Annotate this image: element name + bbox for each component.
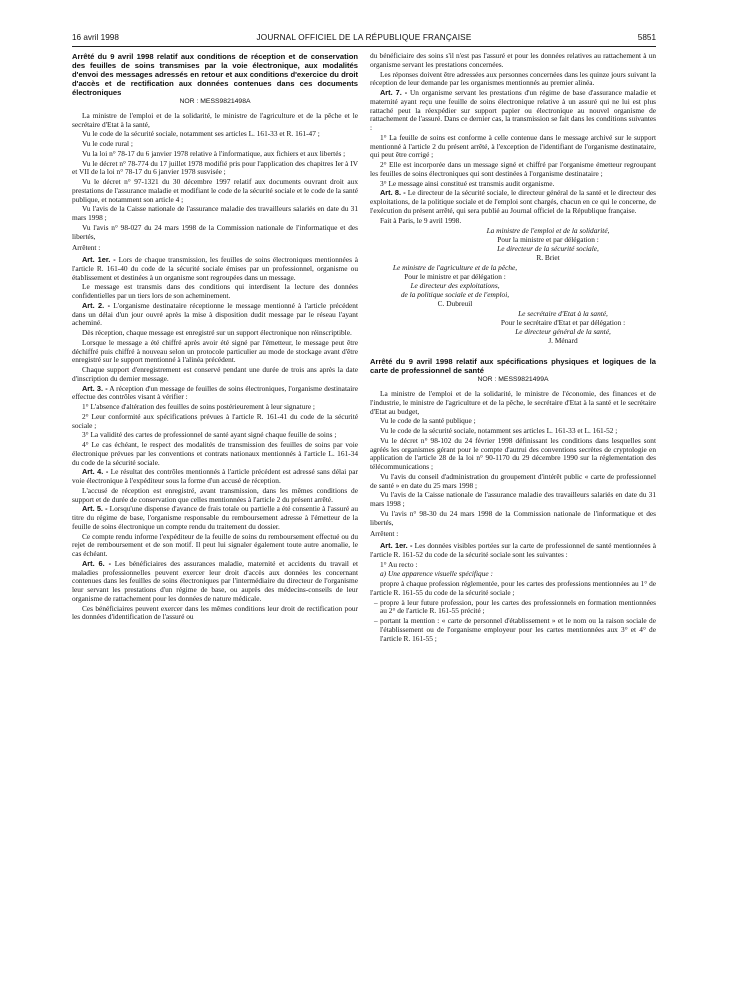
arrete1-done-at: Fait à Paris, le 9 avril 1998. [380, 215, 462, 225]
header-journal-title: JOURNAL OFFICIEL DE LA RÉPUBLIQUE FRANÇAISE [256, 33, 472, 42]
arrete1-article-7 [370, 89, 656, 133]
arrete1-article-7-item-2: 2° Elle est incorporée dans un message signé et chiffré par l'organisme émetteur regroupant les feuilles de soins électroniques qui sont destinées à l'organisme destinataire ; [370, 160, 656, 178]
signature-block-1 [370, 226, 656, 262]
arrete2-preamble-5: Vu l'avis du conseil d'administration du groupement d'intérêt public « carte de professionnel de santé » en date du 25 mars 1998 ; [370, 471, 656, 490]
arrete2-article-1 [370, 542, 656, 560]
page-header [72, 33, 656, 45]
article-text: Lorsqu'une dispense d'avance de frais totale ou partielle a été consentie à l'assuré au titre du régime de base, l'organisme responsable du remboursement adresse à l'émetteur de la feuille de soins électronique un compte rendu du traitement du dossier. [72, 504, 358, 531]
right-column [370, 52, 656, 644]
arrete1-preamble-4: Vu la loi n° 78-17 du 6 janvier 1978 relative à l'informatique, aux fichiers et aux libertés ; [82, 148, 346, 158]
arrete1-article-7-item-1: 1° La feuille de soins est conforme à celle contenue dans le message archivé sur le support mentionné à l'article 2 du présent arrêté, à l'exception de l'identifiant de l'organisme destinataire, qui peut être corrigé ; [370, 132, 656, 160]
arrete1-preamble-8: Vu l'avis n° 98-027 du 24 mars 1998 de la Commission nationale de l'informatique et des libertés, [72, 222, 358, 241]
arrete1-preamble-7: Vu l'avis de la Caisse nationale de l'assurance maladie des travailleurs salariés en date du 31 mars 1998 ; [72, 204, 358, 222]
arrete1-preamble-5: Vu le décret n° 78-774 du 17 juillet 1978 modifié pris pour l'application des chapitres Ier à IV et VII de la loi n° 78-17 du 6 janvier 1978 susvisée ; [72, 158, 358, 177]
arrete1-article-3-item-4: 4° Le cas échéant, le respect des modalités de transmission des feuilles de soins par voie électronique prévues par les conventions et contrats nationaux mentionnés à l'article L. 161-34 du code de la sécurité sociale. [72, 440, 358, 467]
arrete2-preamble-2: Vu le code de la santé publique ; [380, 416, 476, 426]
arrete1-article-2 [72, 302, 358, 328]
article-label: Art. 1er. - [380, 541, 413, 550]
header-page-number: 5851 [637, 33, 656, 42]
arrete1-article-5-p2: Ce compte rendu informe l'expéditeur de la feuille de soins du remboursement effectué ou du rejet de remboursement et de son motif. Il peut lui signaler également toute autre anomalie, le cas échéant. [72, 531, 358, 558]
signature-name: C. Dubreuil [437, 299, 473, 309]
signature-block-3 [370, 309, 656, 345]
arrete1-article-1 [72, 256, 358, 282]
arrete1-preamble-2: Vu le code de la sécurité sociale, notamment ses articles L. 161-33 et R. 161-47 ; [82, 129, 320, 139]
arrete2-preamble-6: Vu l'avis de la Caisse nationale de l'assurance maladie des travailleurs salariés en date du 31 mars 1998 ; [370, 490, 656, 508]
arrete2-dash-2: – portant la mention : « carte de personnel d'établissement » et le nom ou la raison sociale de l'établissement ou de l'organisme employeur pour les cartes mentionnées aux 3° et 4° de l'article R. 161-55 ; [374, 616, 656, 643]
signature-name: J. Ménard [548, 336, 578, 346]
arrete1-preamble-6: Vu le décret n° 97-1321 du 30 décembre 1997 relatif aux documents ouvrant droit aux prestations de l'assurance maladie et modifiant le code de la sécurité sociale et le code de la santé publique, et notamment son article 4 ; [72, 177, 358, 204]
article-text: Lors de chaque transmission, les feuilles de soins électroniques mentionnées à l'article R. 161-40 du code de la sécurité sociale émises par un professionnel, organisme ou établissement et destinées à un organisme sont regroupées dans un message. [72, 255, 358, 282]
signature-block-2 [370, 263, 540, 308]
arrete1-article-2-p2: Dès réception, chaque message est enregistré sur un support électronique non réinscriptible. [82, 328, 352, 337]
arrete1-arretent: Arrêtent : [72, 243, 101, 253]
arrete1-article-6 [72, 560, 358, 604]
arrete2-preamble-7: Vu l'avis n° 98-30 du 24 mars 1998 de la Commission nationale de l'informatique et des libertés, [370, 508, 656, 527]
signature-line: Le directeur de la sécurité sociale, [497, 244, 599, 254]
article-label: Art. 2. - [82, 300, 111, 310]
article-text: Un organisme servant les prestations d'un régime de base d'assurance maladie et maternité ayant reçu une feuille de soins électronique relative à un assuré qui ne lui est plus rattaché peut la réexpédier sur support papier ou électronique au nouvel organisme de rattachement de l'assuré. Dans ce dernier cas, la transmission se fait dans les conditions suivantes : [370, 88, 656, 132]
arrete1-article-8 [370, 189, 656, 215]
arrete1-article-2-p3: Lorsque le message a été chiffré après avoir été signé par l'émetteur, le message peut être déchiffré puis chiffré à nouveau selon un protocole particulier au mode de stockage avant d'être enregistré sur le support mentionné à l'alinéa précédent. [72, 337, 358, 365]
arrete1-article-1-p2: Le message est transmis dans des conditions qui interdisent la lecture des données confidentielles par un tiers lors de son acheminement. [72, 282, 358, 300]
header-date: 16 avril 1998 [72, 33, 119, 42]
arrete2-item-a: a) Une apparence visuelle spécifique : [380, 569, 493, 579]
arrete1-article-5 [72, 505, 358, 531]
signature-line: Le directeur des exploitations, [410, 281, 500, 291]
arrete1-article-6-p2: Ces bénéficiaires peuvent exercer dans les mêmes conditions leur droit de rectification pour les données d'identification de l'assuré ou [72, 603, 358, 622]
left-column [72, 52, 358, 623]
arrete2-title: Arrêté du 9 avril 1998 relatif aux spécifications physiques et logiques de la carte de professionnel de santé [370, 357, 656, 376]
arrete1-article-7-item-3: 3° Le message ainsi constitué est transmis audit organisme. [380, 178, 555, 188]
arrete1-article-3 [72, 385, 358, 403]
arrete2-arretent: Arrêtent : [370, 529, 399, 539]
article-label: Art. 1er. - [82, 255, 116, 264]
article-label: Art. 4. - [82, 467, 109, 477]
article-label: Art. 7. - [380, 88, 408, 97]
arrete1-article-4-p2: L'accusé de réception est enregistré, avant transmission, dans les mêmes conditions de support et de durée de conservation que celles mentionnées à l'article 2 du présent arrêté. [72, 485, 358, 504]
arrete1-article-3-item-3: 3° La validité des cartes de professionnel de santé ayant signé chaque feuille de soins ; [82, 430, 337, 440]
article-text: Le directeur de la sécurité sociale, le directeur général de la santé et le directeur des exploitations, de la politique sociale et de l'emploi sont chargés, chacun en ce qui le concerne, de l'exécution du présent arrêté, qui sera publié au Journal officiel de la République française. [370, 188, 656, 215]
arrete1-article-4 [72, 468, 358, 486]
arrete2-item-a-text: propre à chaque profession réglementée, pour les cartes des professions mentionnées au 1° de l'article R. 161-55 du code de la sécurité sociale ; [370, 579, 656, 597]
article-label: Art. 6. - [82, 558, 112, 568]
article-label: Art. 5. - [82, 504, 108, 514]
article-text: A réception d'un message de feuilles de soins électroniques, l'organisme destinataire effectue des contrôles visant à vérifier : [72, 383, 358, 402]
arrete1-preamble-3: Vu le code rural ; [82, 139, 133, 148]
article-text: Les données visibles portées sur la carte de professionnel de santé mentionnées à l'article R. 161-52 du code de la sécurité sociale sont les suivantes : [370, 541, 656, 559]
arrete2-dash-1: – propre à leur future profession, pour les cartes des professionnels en formation mentionnées au 2° de l'article R. 161-55 précité ; [374, 597, 656, 616]
signature-line: Le secrétaire d'Etat à la santé, [518, 309, 608, 319]
signature-name: R. Briet [536, 253, 560, 263]
arrete2-nor: NOR : MESS9821499A [477, 376, 549, 384]
article-label: Art. 3. - [82, 383, 108, 393]
signature-line: La ministre de l'emploi et de la solidarité, [486, 226, 610, 236]
arrete1-article-3-item-1: 1° L'absence d'altération des feuilles de soins postérieurement à leur signature ; [82, 402, 315, 411]
signature-line: Le ministre de l'agriculture et de la pêche, [392, 263, 518, 273]
article-text: Les bénéficiaires des assurances maladie, maternité et accidents du travail et maladies professionnelles peuvent exercer leur droit d'accès aux données les concernant contenues dans les feuilles de soins électroniques par l'intermédiaire du directeur de l'organisme leur servant les prestations d'un régime de base, ou auprès des médecins-conseils de leur organisme de rattachement pour les données de nature médicale. [72, 558, 358, 603]
arrete1-article-3-item-2: 2° Leur conformité aux spécifications prévues à l'article R. 161-41 du code de la sécurité sociale ; [72, 411, 358, 430]
section-gap [370, 346, 656, 357]
header-rule [72, 46, 656, 47]
arrete2-preamble-4: Vu le décret n° 98-102 du 24 février 1998 définissant les conditions dans lesquelles sont agréés les organismes gérant pour le compte d'autrui des conventions secrètes de cryptologie en application de l'article 28 de la loi n° 90-1170 du 29 décembre 1990 sur la réglementation des télécommunications ; [370, 435, 656, 471]
arrete1-article-6-p3: Les réponses doivent être adressées aux personnes concernées dans les quinze jours suivant la réception de leur demande par les organismes mentionnés au premier alinéa. [370, 69, 656, 88]
arrete1-preamble-1: La ministre de l'emploi et de la solidarité, le ministre de l'agriculture et de la pêche et le secrétaire d'Etat à la santé, [72, 110, 358, 129]
signature-line: Pour le ministre et par délégation : [404, 272, 506, 282]
arrete1-title: Arrêté du 9 avril 1998 relatif aux conditions de réception et de conservation des feuilles de soins transmises par la voie électronique, aux modalités d'envoi des messages adressés en retour et aux conditions d'exercice du droit d'accès et de rectification aux données contenues dans ces documents électroniques [72, 52, 358, 97]
arrete1-nor: NOR : MESS9821498A [179, 98, 251, 105]
signature-line: Pour le secrétaire d'Etat et par délégation : [500, 318, 626, 328]
arrete2-recto: 1° Au recto : [380, 559, 418, 569]
article-label: Art. 8. - [380, 188, 406, 198]
signature-line: Pour la ministre et par délégation : [497, 235, 599, 245]
article-text: Le résultat des contrôles mentionnés à l'article précédent est adressé sans délai par voie électronique à l'expéditeur sous la forme d'un accusé de réception. [72, 467, 358, 485]
arrete1-article-6-p2-continued: du bénéficiaire des soins s'il n'est pas l'assuré et pour les données relatives au rattachement à un organisme servant les prestations concernées. [370, 51, 656, 69]
signature-line: de la politique sociale et de l'emploi, [400, 290, 510, 300]
arrete2-preamble-3: Vu le code de la sécurité sociale, notamment ses articles L. 161-33 et L. 161-52 ; [380, 426, 618, 435]
article-text: L'organisme destinataire réceptionne le message mentionné à l'article précédent dans un délai d'un jour ouvré après la mise à disposition dudit message par le réseau l'ayant acheminé. [72, 300, 358, 328]
signature-line: Le directeur général de la santé, [515, 327, 611, 337]
arrete1-article-2-p4: Chaque support d'enregistrement est conservé pendant une durée de trois ans après la date d'inscription du dernier message. [72, 365, 358, 383]
arrete2-preamble-1: La ministre de l'emploi et de la solidarité, le ministre de l'économie, des finances et de l'industrie, le ministre de l'agriculture et de la pêche, le secrétaire d'Etat à la santé et le secrétaire d'Etat au budget, [370, 389, 656, 416]
